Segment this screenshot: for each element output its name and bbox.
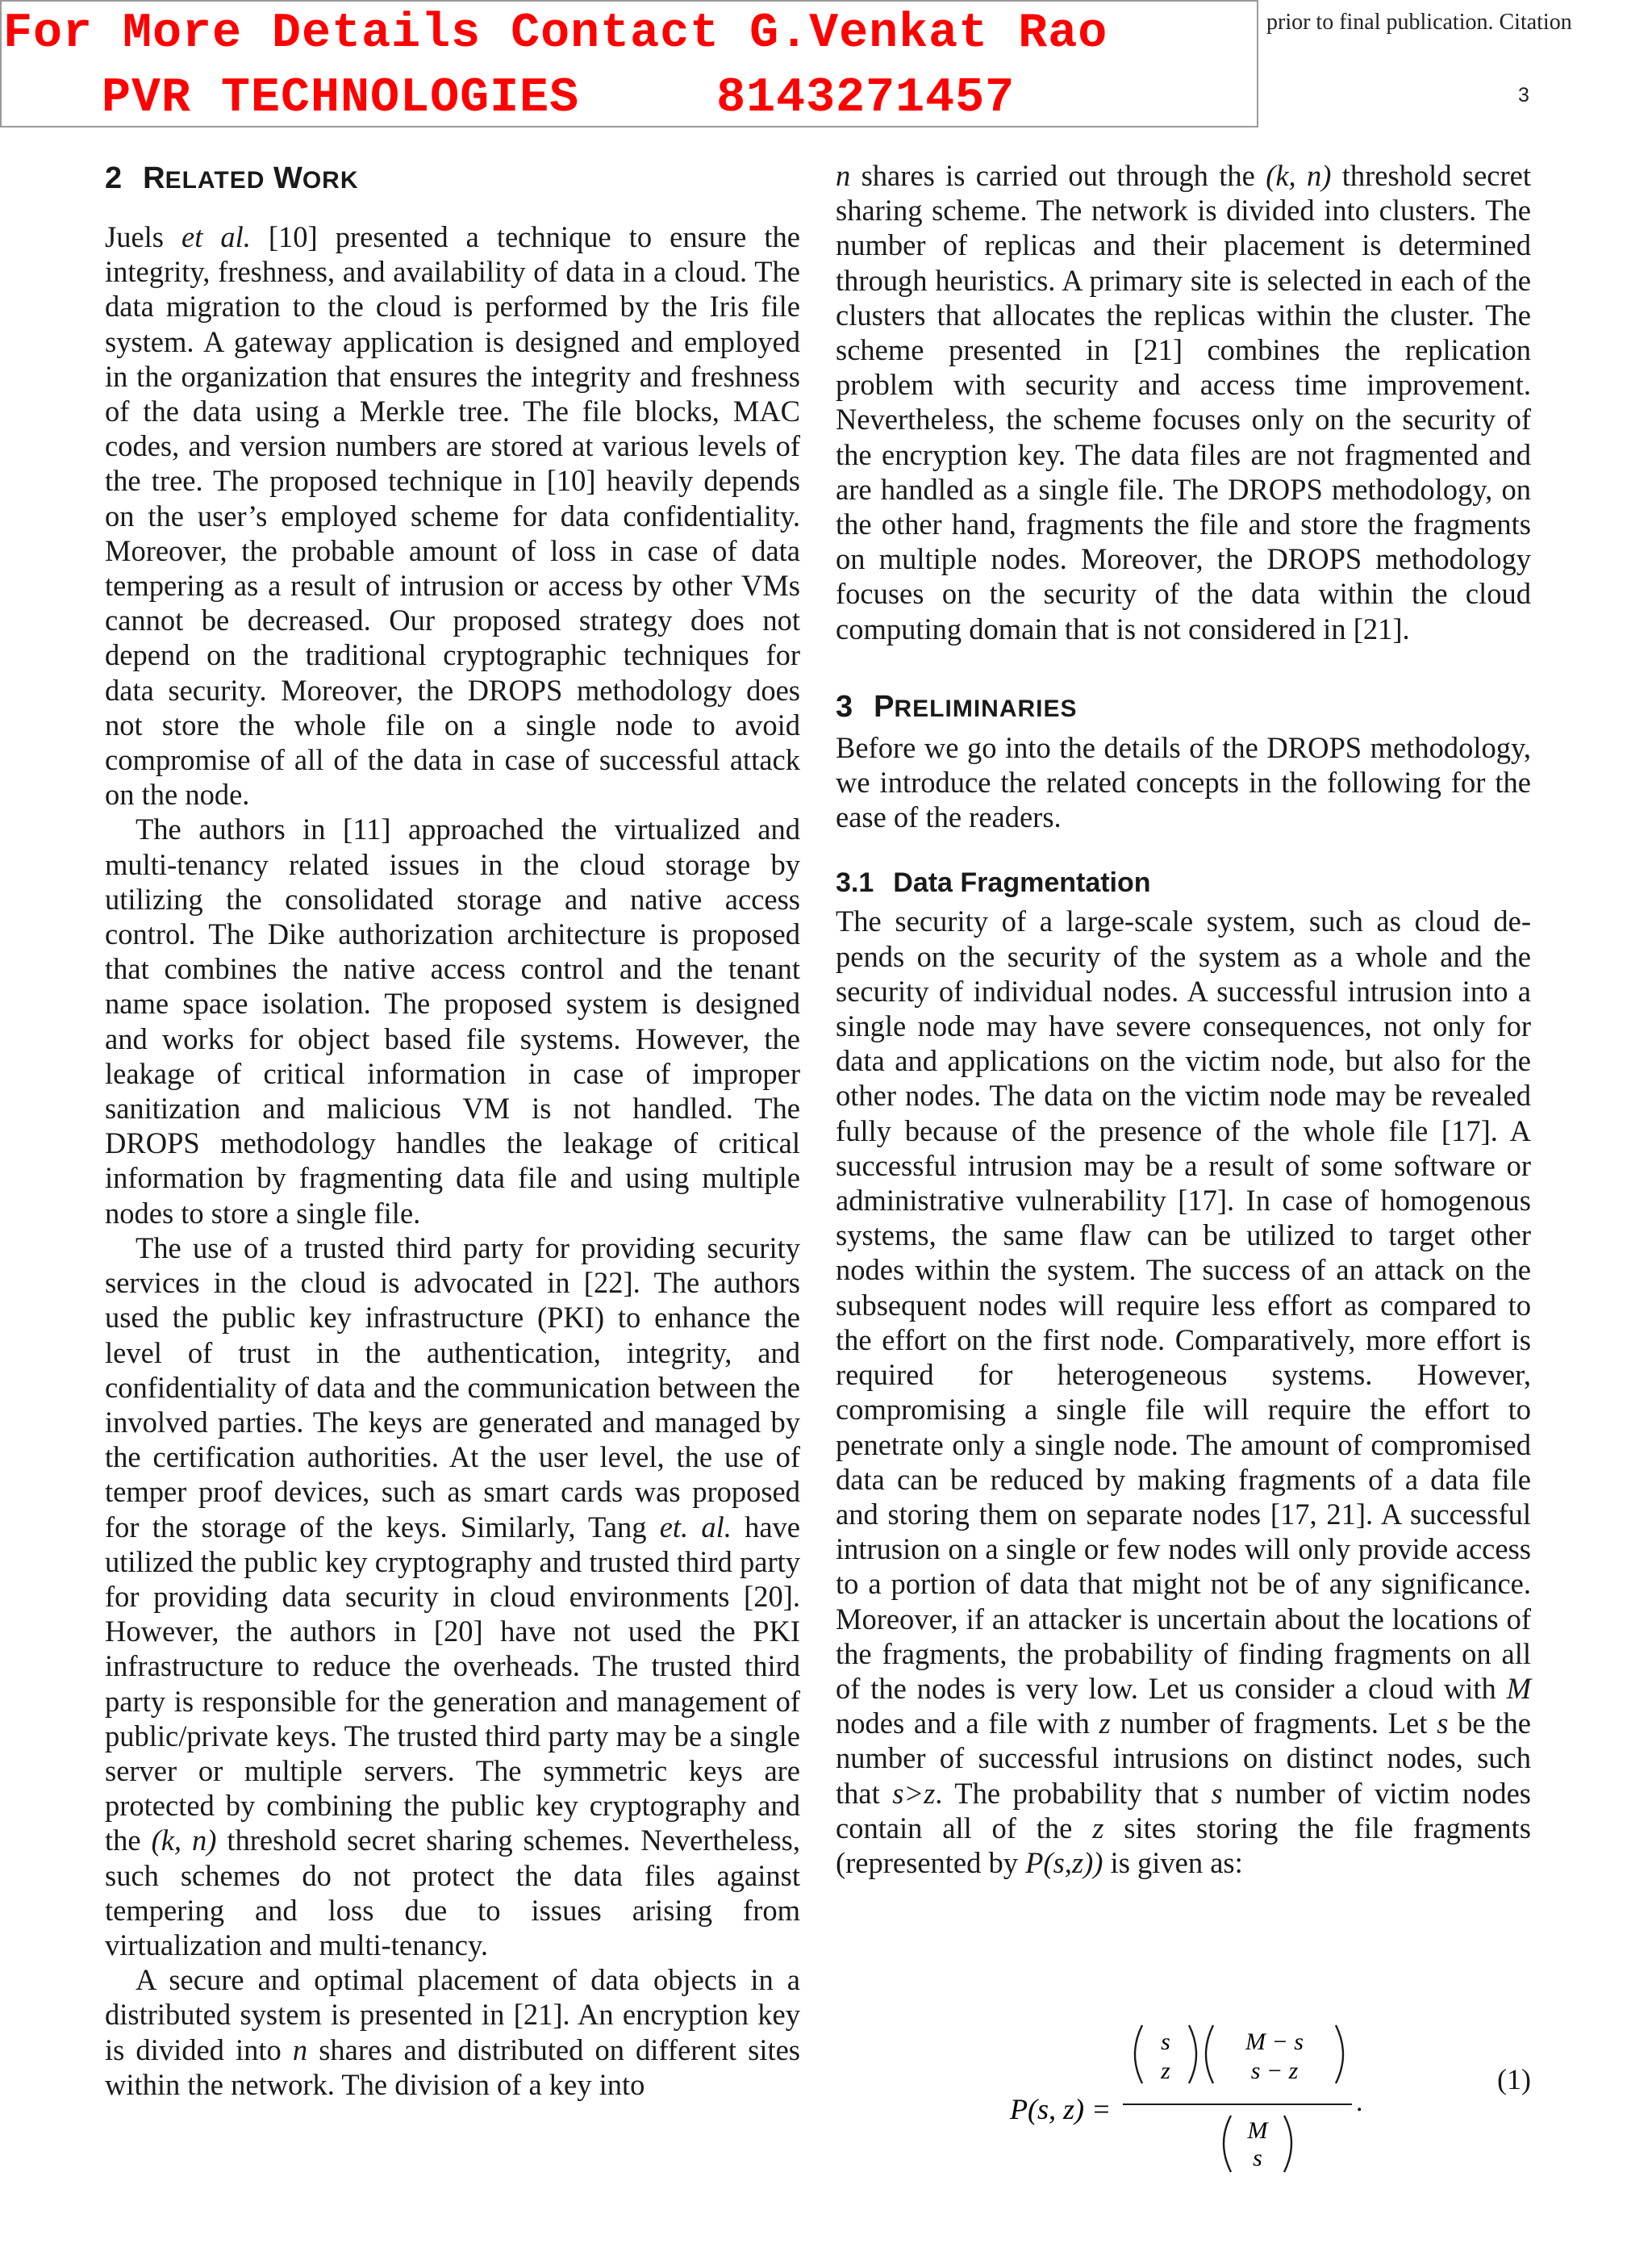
section-title-part: ELATED: [165, 167, 265, 194]
text-run: number of victim nodes contain all of the: [836, 1776, 1531, 1844]
text-run-italic: et. al.: [659, 1510, 732, 1544]
paren-right: [1336, 2025, 1343, 2083]
text-run: . The probability that: [935, 1776, 1212, 1810]
text-run: number of fragments. Let: [1110, 1707, 1437, 1740]
page-number: 3: [1518, 84, 1529, 107]
text-run: have utilized the public key cryptography and trusted third party for providing data security in cloud environments [20]. However, the authors in [20] have not used the PKI infrastructure to reduce the overheads. The trusted third party is responsible for the generation and management of public/private keys. The trusted third party may be a single server or multiple servers. The symmetric keys are protected by combining the public key cryptography and the: [105, 1510, 801, 1857]
paragraph: The authors in [11] approached the virtualized and multi-tenancy related issues in the cloud storage by utilizing the consolidated storage and native access control. The Dike authorization architecture is proposed that combines the native access control and the tenant name space isolation. The proposed system is designed and works for object based file systems. However, the leakage of critical information in case of improper sanitization and malicious VM is not handled. The DROPS methodology handles the leakage of critical information by fragmenting data file and using multiple nodes to store a single file.: [105, 813, 800, 1230]
paragraph: [836, 904, 1531, 1880]
binom-tl-upper: s: [1161, 2028, 1170, 2055]
equation-graphic: [836, 2016, 1531, 2171]
text-run-italic: et al.: [181, 220, 251, 253]
paragraph: Before we go into the details of the DROPS methodology, we introduce the related concepts in the following for the ease of the readers.: [836, 730, 1531, 834]
equation-number: (1): [1497, 2063, 1531, 2095]
text-run-italic: s: [1437, 1707, 1449, 1740]
section-number: 2: [105, 161, 123, 195]
text-run: The use of a trusted third party for providing security services in the cloud is advocated in [22]. The authors used the public key infrastructure (PKI) to enhance the level of trust in the authentication, integrity, and confidentiality of data and the communication between the involved parties. The keys are generated and managed by the certification authorities. At the user level, the use of temper proof devices, such as smart cards was proposed for the storage of the keys. Similarly, Tang: [105, 1230, 800, 1544]
text-run: threshold secret sharing schemes. Nevertheless, such schemes do not protect the data files against tempering and loss due to issues arising from virtualization and multi-tenancy.: [105, 1824, 800, 1961]
text-run: nodes and a file with: [836, 1707, 1099, 1740]
text-run: threshold secret sharing scheme. The network is divided into clusters. The number of replicas and their placement is determined through heuristics. A primary site is selected in each of the clusters that allocates the replicas within the cluster. The scheme presented in [21] combines the replication problem with security and access time improvement. Nevertheless, the scheme focuses only on the security of the encryption key. The data files are not fragmented and are handled as a single file. The DROPS methodology, on the other hand, fragments the file and store the fragments on multiple nodes. Moreover, the DROPS methodology focuses on the security of the data within the cloud computing domain that is not considered in [21].: [836, 159, 1532, 645]
section-title-part: W: [273, 161, 302, 195]
binom-bottom-lower: s: [1253, 2145, 1262, 2171]
equation-lhs: P(s, z) =: [1010, 2093, 1112, 2125]
text-run-italic: M: [1506, 1671, 1531, 1705]
binom-tr-upper: M − s: [1245, 2028, 1304, 2055]
binom-bottom-upper: M: [1247, 2117, 1268, 2144]
citation-note: prior to final publication. Citation: [1266, 10, 1572, 35]
left-column: [105, 158, 800, 2102]
text-run-italic: (k, n): [1266, 159, 1332, 192]
banner-phone-number: 8143271457: [716, 71, 1016, 126]
text-run-italic: n: [836, 159, 851, 192]
contact-banner: [0, 0, 1258, 127]
text-run: shares and distributed on different sites within the network. The division of a key into: [105, 2032, 801, 2101]
text-run: be the number of successful intrusions on distinct nodes, such that: [836, 1707, 1532, 1810]
section-heading-related-work: [105, 158, 800, 198]
binom-tr-lower: s − z: [1250, 2058, 1299, 2084]
paragraph: [105, 1962, 800, 2102]
text-run-italic: z: [1092, 1811, 1104, 1844]
text-run: Juels: [105, 220, 182, 253]
text-run: The security of a large-scale system, such as cloud depends on the security of the system as a whole and the security of individual nodes. A successful intrusion into a single node may have severe consequences, not only for data and applications on the victim node, but also for the other nodes. The data on the victim node may be revealed fully because of the presence of the whole file [17]. A successful intrusion may be a result of some software or administrative vulnerability [17]. In case of homogenous systems, the same flaw can be utilized to target other nodes within the system. The success of an attack on the subsequent nodes will require less effort as compared to the effort on the first node. Comparatively, more effort is required for heterogeneous systems. However, compromising a single file will require the effort to penetrate only a single node. The amount of compromised data can be reduced by making fragments of a data file and storing them on separate nodes [17, 21]. A successful intrusion on a single or few nodes will only provide access to a portion of data that might not be of any significance. Moreover, if an attacker is uncertain about the locations of the fragments, the probability of finding fragments on all of the nodes is very low. Let us consider a cloud with: [836, 904, 1531, 1705]
text-run: A secure and optimal placement of data objects in a distributed system is presented in [21]. An encryption key is divided into: [105, 1963, 800, 2066]
text-run-italic: (k, n): [151, 1824, 217, 1857]
text-run: sites storing the file fragments (represented by: [836, 1811, 1531, 1879]
equation-1: [836, 2016, 1531, 2171]
paren-right: [1189, 2025, 1196, 2083]
section-title-part: ORK: [302, 167, 359, 194]
section-title-part: R: [143, 161, 165, 195]
text-run: shares is carried out through the: [850, 159, 1266, 192]
paragraph: [105, 219, 800, 812]
paren-left: [1224, 2116, 1231, 2172]
text-run-italic: s: [1211, 1776, 1223, 1810]
binom-tl-lower: z: [1161, 2058, 1170, 2084]
text-run: is given as:: [1103, 1845, 1243, 1879]
section-heading-preliminaries: [836, 687, 1531, 727]
subsection-heading-data-fragmentation: [836, 863, 1531, 902]
right-column: [836, 158, 1531, 1880]
banner-company-line: [102, 71, 1015, 126]
section-title-part: RELIMINARIES: [894, 695, 1078, 722]
banner-contact-line: For More Details Contact G.Venkat Rao: [3, 6, 1108, 61]
paragraph: [836, 158, 1531, 646]
section-title-part: P: [874, 689, 895, 724]
paren-left: [1135, 2025, 1142, 2083]
subsection-title: Data Fragmentation: [893, 867, 1151, 899]
text-run-italic: P(s,z)): [1025, 1845, 1103, 1879]
paren-left: [1206, 2025, 1213, 2083]
paren-right: [1284, 2116, 1291, 2172]
text-run-italic: n: [292, 2032, 308, 2066]
banner-company-name: PVR TECHNOLOGIES: [102, 71, 580, 126]
paragraph: [105, 1230, 800, 1962]
text-run-italic: z: [1099, 1707, 1111, 1740]
text-run-italic: s>z: [892, 1776, 936, 1810]
text-run: [10] presented a technique to ensure the integrity, freshness, and availability of data in a cloud. The data migration to the cloud is performed by the Iris file system. A gateway application is designed and employed in the organization that ensures the integrity and freshness of the data using a Merkle tree. The file blocks, MAC codes, and version numbers are stored at various levels of the tree. The proposed technique in [10] heavily depends on the user’s employed scheme for data confidentiality. Moreover, the probable amount of loss in case of data tempering as a result of intrusion or access by other VMs cannot be decreased. Our proposed strategy does not depend on the traditional cryptographic techniques for data security. Moreover, the DROPS methodology does not store the whole file on a single node to avoid compromise of all of the data in case of successful attack on the node.: [105, 220, 800, 812]
subsection-number: 3.1: [836, 867, 874, 899]
section-number: 3: [836, 689, 853, 724]
equation-period: .: [1356, 2087, 1363, 2117]
